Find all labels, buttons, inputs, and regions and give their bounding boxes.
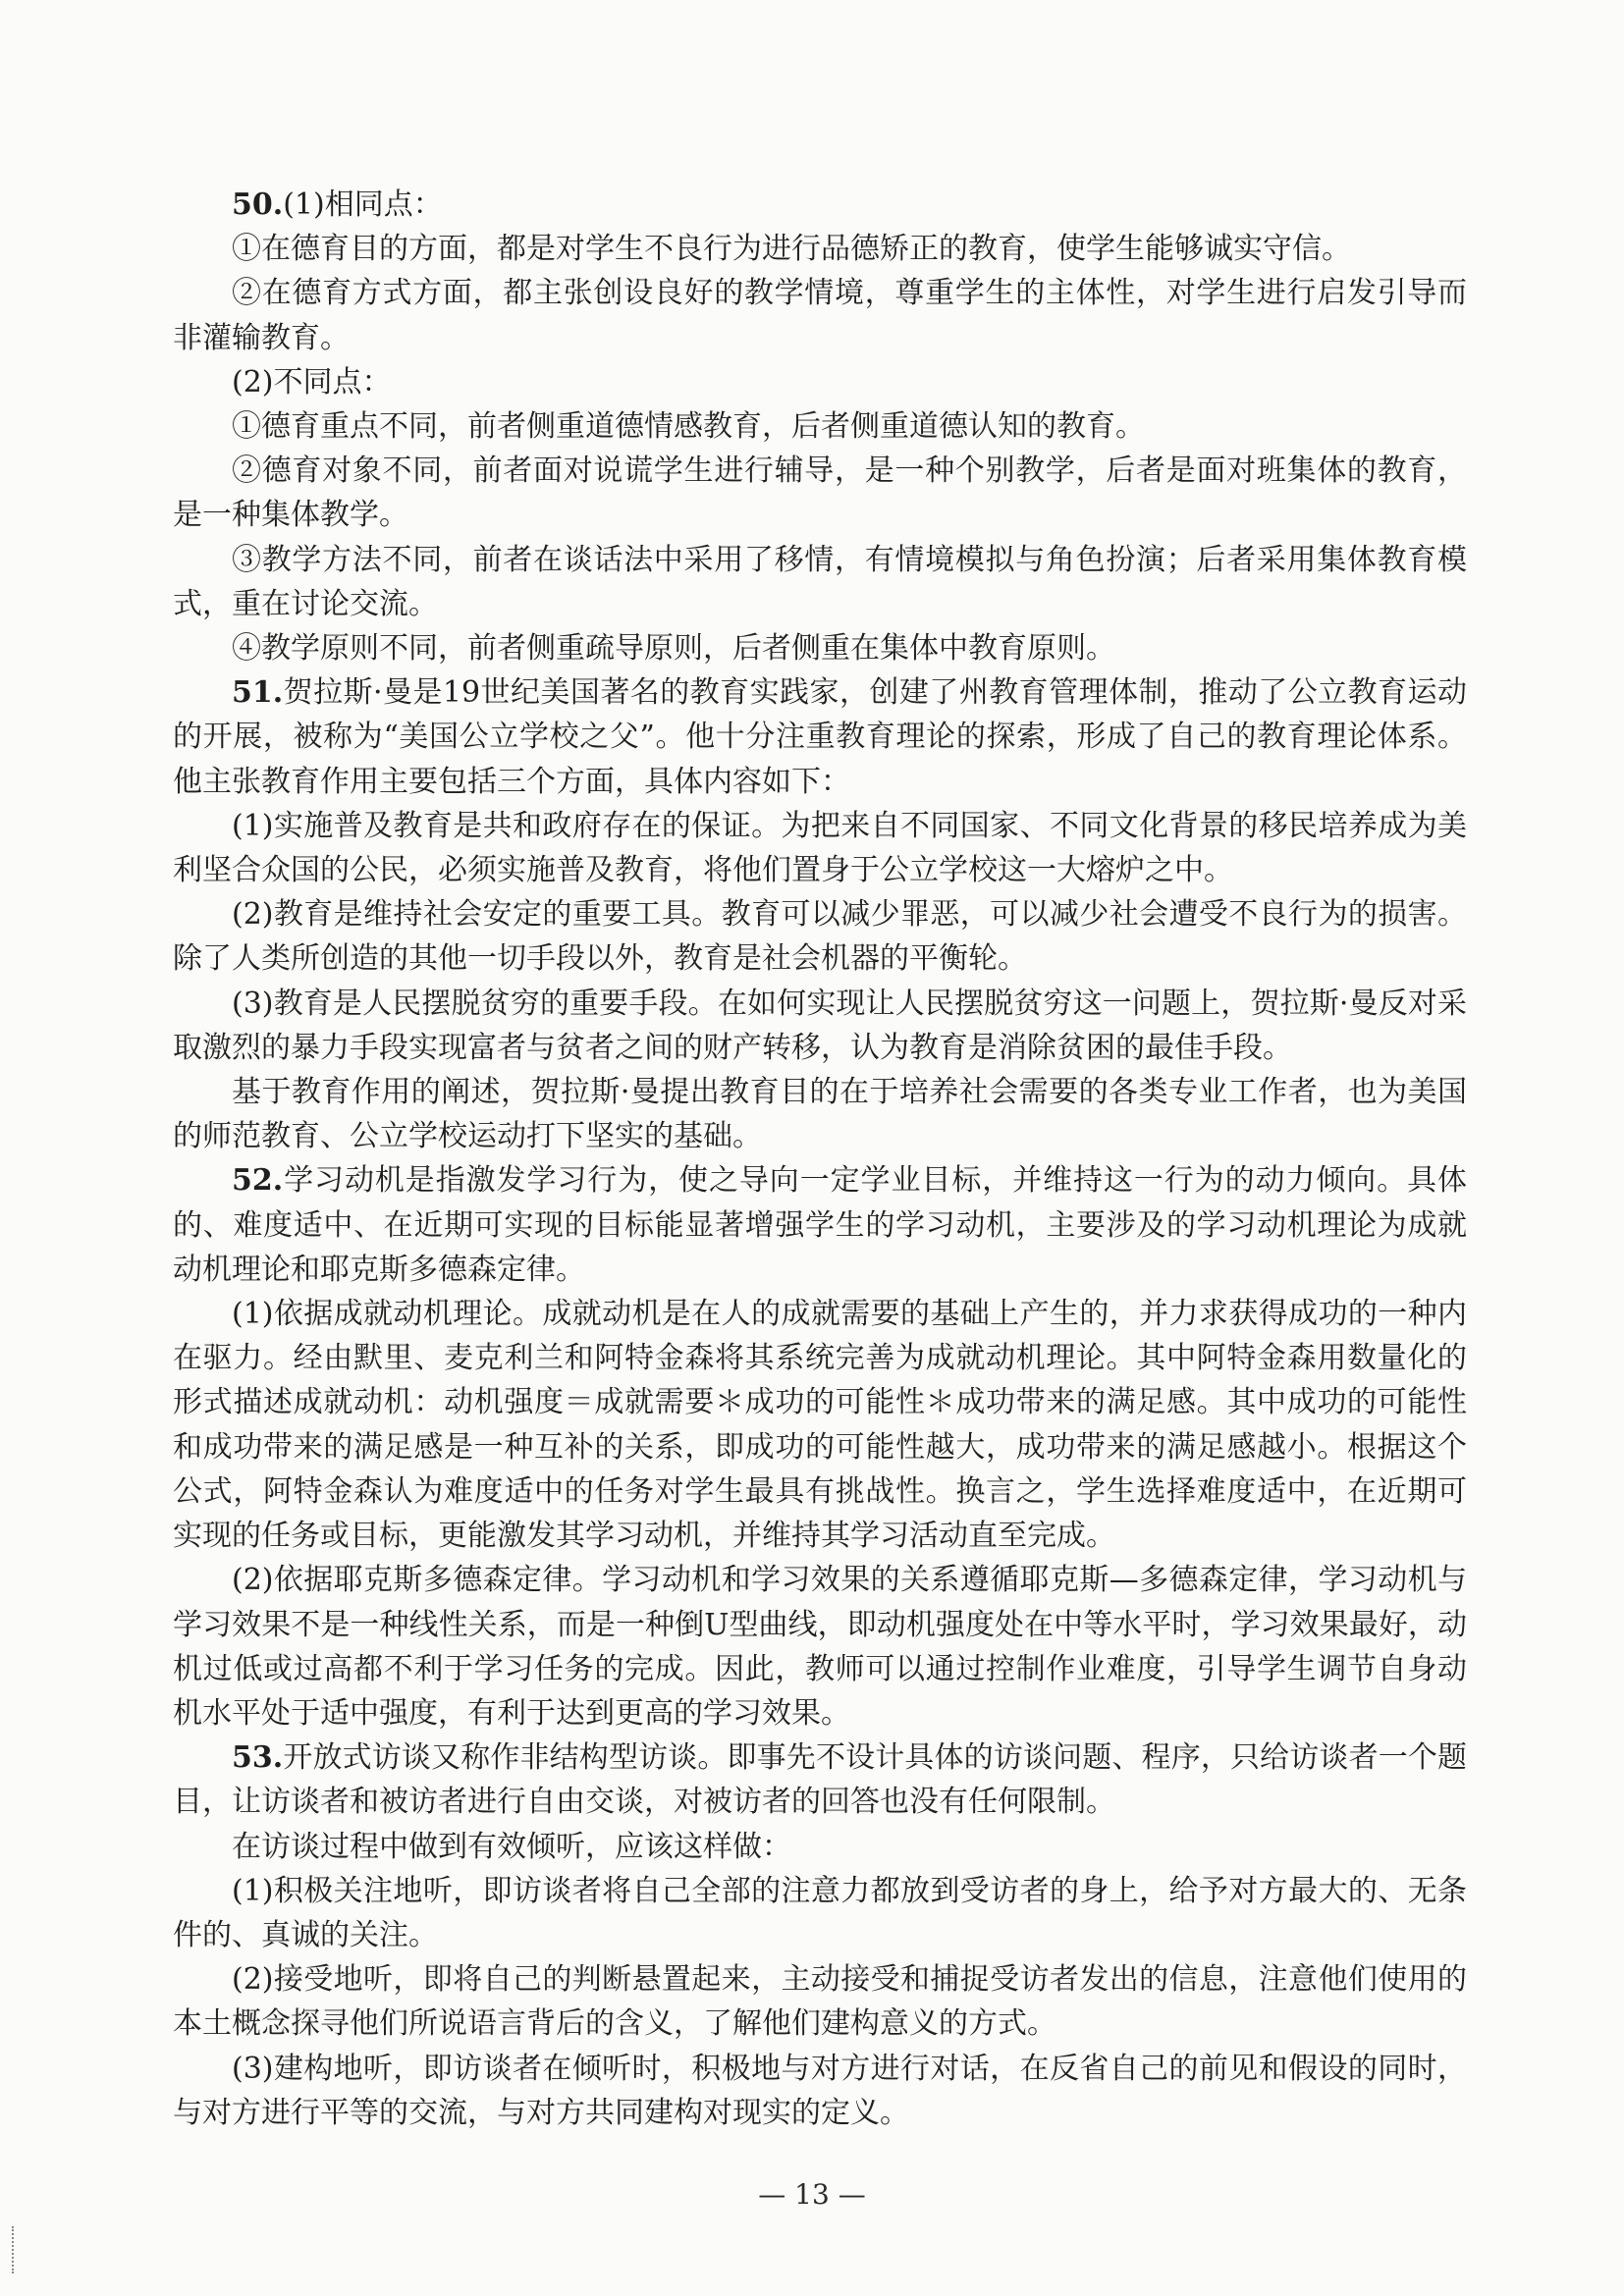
question-number: 52.	[232, 1163, 284, 1199]
paragraph	[173, 1558, 1467, 1735]
paragraph-text: ①在德育目的方面，都是对学生不良行为进行品德矫正的教育，使学生能够诚实守信。	[232, 232, 1351, 267]
paragraph-text: 在访谈过程中做到有效倾听，应该这样做：	[232, 1829, 791, 1864]
paragraph-text: ③教学方法不同，前者在谈话法中采用了移情，有情境模拟与角色扮演；后者采用集体教育模式，重在讨论交流。	[173, 542, 1467, 621]
paragraph	[173, 1869, 1467, 1957]
paragraph	[173, 227, 1467, 271]
paragraph	[173, 538, 1467, 626]
paragraph-text: (1)相同点：	[283, 187, 443, 222]
paragraph-text: (3)教育是人民摆脱贫穷的重要手段。在如何实现让人民摆脱贫穷这一问题上，贺拉斯·曼反对采取激烈的暴力手段实现富者与贫者之间的财产转移，认为教育是消除贫困的最佳手段。	[173, 986, 1467, 1065]
paragraph	[173, 1292, 1467, 1558]
page-number: — 13 —	[758, 2178, 866, 2211]
paragraph	[173, 670, 1467, 804]
paragraph-text: (2)不同点：	[232, 364, 392, 400]
paragraph-text: ②德育对象不同，前者面对说谎学生进行辅导，是一种个别教学，后者是面对班集体的教育，是一种集体教学。	[173, 454, 1467, 533]
paragraph-text: ①德育重点不同，前者侧重道德情感教育，后者侧重道德认知的教育。	[232, 409, 1145, 445]
paragraph	[173, 2047, 1467, 2135]
paragraph-text: (1)依据成就动机理论。成就动机是在人的成就需要的基础上产生的，并力求获得成功的一种内在驱力。经由默里、麦克利兰和阿特金森将其系统完善为成就动机理论。其中阿特金森用数量化的形式描述成就动机：动机强度＝成就需要＊成功的可能性＊成功带来的满足感。其中成功的可能性和成功带来的满足感是一种互补的关系，即成功的可能性越大，成功带来的满足感越小。根据这个公式，阿特金森认为难度适中的任务对学生最具有挑战性。换言之，学生选择难度适中，在近期可实现的任务或目标，更能激发其学习动机，并维持其学习活动直至完成。	[173, 1297, 1467, 1554]
paragraph-text: 基于教育作用的阐述，贺拉斯·曼提出教育目的在于培养社会需要的各类专业工作者，也为美国的师范教育、公立学校运动打下坚实的基础。	[173, 1075, 1467, 1154]
paragraph	[173, 1735, 1467, 1824]
paragraph-text: ④教学原则不同，前者侧重疏导原则，后者侧重在集体中教育原则。	[232, 631, 1115, 667]
paragraph-text: 贺拉斯·曼是19世纪美国著名的教育实践家，创建了州教育管理体制，推动了公立教育运动的开展，被称为“美国公立学校之父”。他十分注重教育理论的探索，形成了自己的教育理论体系。他主张教育作用主要包括三个方面，具体内容如下：	[173, 675, 1467, 799]
paragraph	[173, 892, 1467, 981]
paragraph	[173, 1070, 1467, 1158]
paragraph	[173, 1825, 1467, 1869]
paragraph	[173, 404, 1467, 449]
question-number: 53.	[232, 1740, 284, 1776]
question-number: 50.	[232, 187, 284, 222]
paragraph	[173, 449, 1467, 537]
paragraph-text: (1)实施普及教育是共和政府存在的保证。为把来自不同国家、不同文化背景的移民培养成为美利坚合众国的公民，必须实施普及教育，将他们置身于公立学校这一大熔炉之中。	[173, 808, 1467, 888]
paragraph-text: 开放式访谈又称作非结构型访谈。即事先不设计具体的访谈问题、程序，只给访谈者一个题目，让访谈者和被访者进行自由交谈，对被访者的回答也没有任何限制。	[173, 1740, 1467, 1820]
paragraph	[173, 1957, 1467, 2046]
paragraph	[173, 183, 1467, 227]
paragraph	[173, 626, 1467, 670]
paragraph-text: (1)积极关注地听，即访谈者将自己全部的注意力都放到受访者的身上，给予对方最大的、无条件的、真诚的关注。	[173, 1873, 1467, 1952]
paragraph	[173, 982, 1467, 1070]
paragraph	[173, 360, 1467, 404]
document-body	[173, 183, 1467, 2135]
paragraph-text: ②在德育方式方面，都主张创设良好的教学情境，尊重学生的主体性，对学生进行启发引导而非灌输教育。	[173, 276, 1467, 355]
paragraph-text: (3)建构地听，即访谈者在倾听时，积极地与对方进行对话，在反省自己的前见和假设的同时，与对方进行平等的交流，与对方共同建构对现实的定义。	[173, 2051, 1467, 2130]
paragraph	[173, 1158, 1467, 1292]
paragraph	[173, 804, 1467, 892]
scan-edge-mark	[12, 2226, 16, 2273]
paragraph-text: (2)依据耶克斯多德森定律。学习动机和学习效果的关系遵循耶克斯—多德森定律，学习动机与学习效果不是一种线性关系，而是一种倒U型曲线，即动机强度处在中等水平时，学习效果最好，动机过低或过高都不利于学习任务的完成。因此，教师可以通过控制作业难度，引导学生调节自身动机水平处于适中强度，有利于达到更高的学习效果。	[173, 1563, 1467, 1731]
paragraph-text: 学习动机是指激发学习行为，使之导向一定学业目标，并维持这一行为的动力倾向。具体的、难度适中、在近期可实现的目标能显著增强学生的学习动机，主要涉及的学习动机理论为成就动机理论和耶克斯多德森定律。	[173, 1163, 1467, 1287]
paragraph-text: (2)接受地听，即将自己的判断悬置起来，主动接受和捕捉受访者发出的信息，注意他们使用的本土概念探寻他们所说语言背后的含义，了解他们建构意义的方式。	[173, 1962, 1467, 2042]
question-number: 51.	[232, 675, 284, 711]
paragraph-text: (2)教育是维持社会安定的重要工具。教育可以减少罪恶，可以减少社会遭受不良行为的损害。除了人类所创造的其他一切手段以外，教育是社会机器的平衡轮。	[173, 897, 1467, 977]
paragraph	[173, 271, 1467, 359]
